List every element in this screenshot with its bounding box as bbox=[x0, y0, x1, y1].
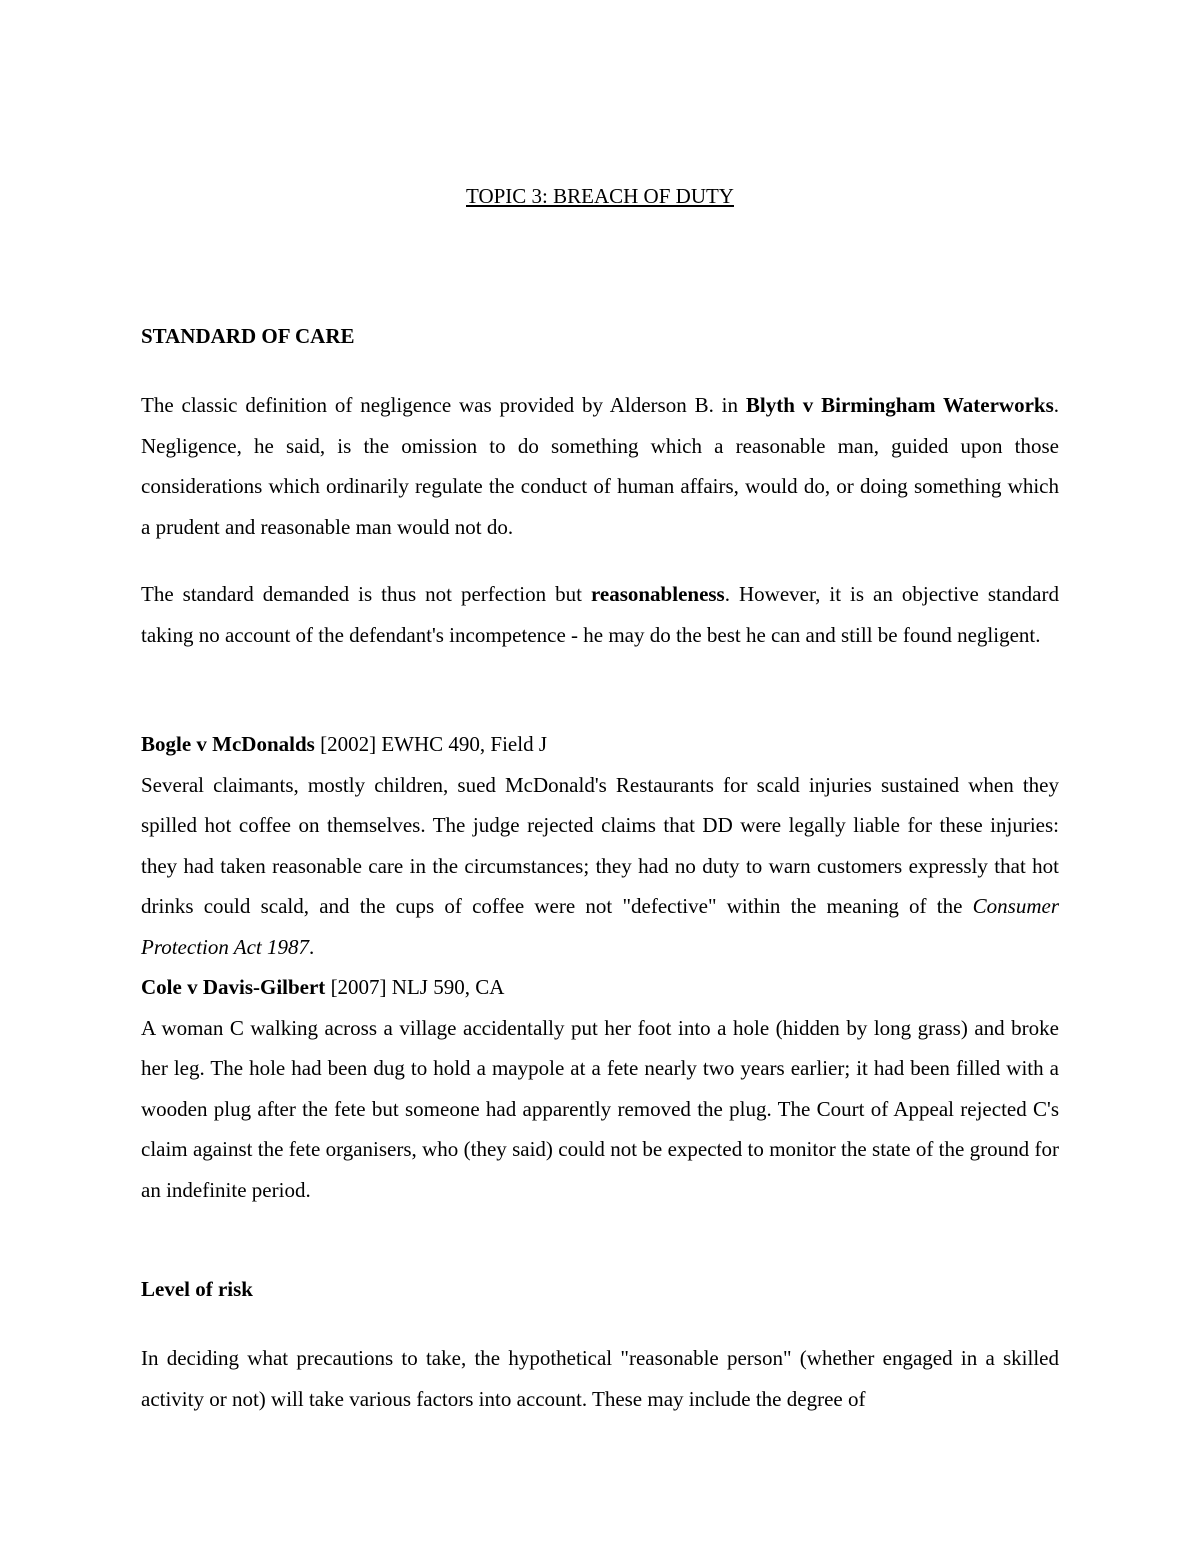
section-heading-level-of-risk: Level of risk bbox=[141, 1277, 253, 1301]
case-heading bbox=[141, 724, 1059, 765]
case-cole bbox=[141, 967, 1059, 1210]
section-heading-standard-of-care: STANDARD OF CARE bbox=[141, 324, 355, 348]
paragraph-text: . However, it is an objective standard taking no account of the defendant's incompetence - he may do the best he can and still be found negligent. bbox=[141, 582, 1059, 647]
case-summary-text: Several claimants, mostly children, sued McDonald's Restaurants for scald injuries sustained when they spilled hot coffee on themselves. The judge rejected claims that DD were legally liable for these injuries: they had taken reasonable care in the circumstances; they had no duty to warn customers expressly that hot drinks could scald, and the cups of coffee were not "defective" within the meaning of the bbox=[141, 772, 1059, 918]
paragraph-standard-demanded bbox=[141, 574, 1059, 655]
case-citation: [2007] NLJ 590, CA bbox=[325, 975, 505, 999]
case-name-blyth: Blyth v Birmingham Waterworks bbox=[745, 393, 1054, 417]
paragraph-text: The classic definition of negligence was provided by Alderson B. in bbox=[141, 393, 746, 417]
statute-name: Consumer Protection Act 1987 bbox=[141, 894, 1059, 959]
case-bogle bbox=[141, 724, 1059, 967]
paragraph-text: . Negligence, he said, is the omission to do something which a reasonable man, guided upon those considerations which ordinarily regulate the conduct of human affairs, would do, or doing something which a prudent and reasonable man would not do. bbox=[141, 393, 1060, 539]
paragraph-classic-definition bbox=[141, 385, 1059, 547]
case-heading bbox=[141, 967, 1059, 1008]
case-citation: [2002] EWHC 490, Field J bbox=[314, 732, 547, 756]
case-name: Bogle v McDonalds bbox=[141, 732, 315, 756]
emphasis-reasonableness: reasonableness bbox=[590, 582, 725, 606]
case-summary-text: A woman C walking across a village accidentally put her foot into a hole (hidden by long grass) and broke her leg. The hole had been dug to hold a maypole at a fete nearly two years earlier; it had been filled with a wooden plug after the fete but someone had apparently removed the plug. The Court of Appeal rejected C's claim against the fete organisers, who (they said) could not be expected to monitor the state of the ground for an indefinite period. bbox=[141, 1015, 1059, 1202]
case-summary bbox=[141, 1008, 1059, 1211]
case-summary-text: . bbox=[308, 934, 315, 959]
paragraph-precautions: In deciding what precautions to take, the hypothetical "reasonable person" (whether engaged in a skilled activity or not) will take various factors into account. These may include the degree of bbox=[141, 1346, 1059, 1411]
case-name: Cole v Davis-Gilbert bbox=[141, 975, 326, 999]
paragraph-text: The standard demanded is thus not perfection but bbox=[141, 582, 591, 606]
document-title: TOPIC 3: BREACH OF DUTY bbox=[466, 184, 734, 208]
case-summary bbox=[141, 765, 1059, 968]
